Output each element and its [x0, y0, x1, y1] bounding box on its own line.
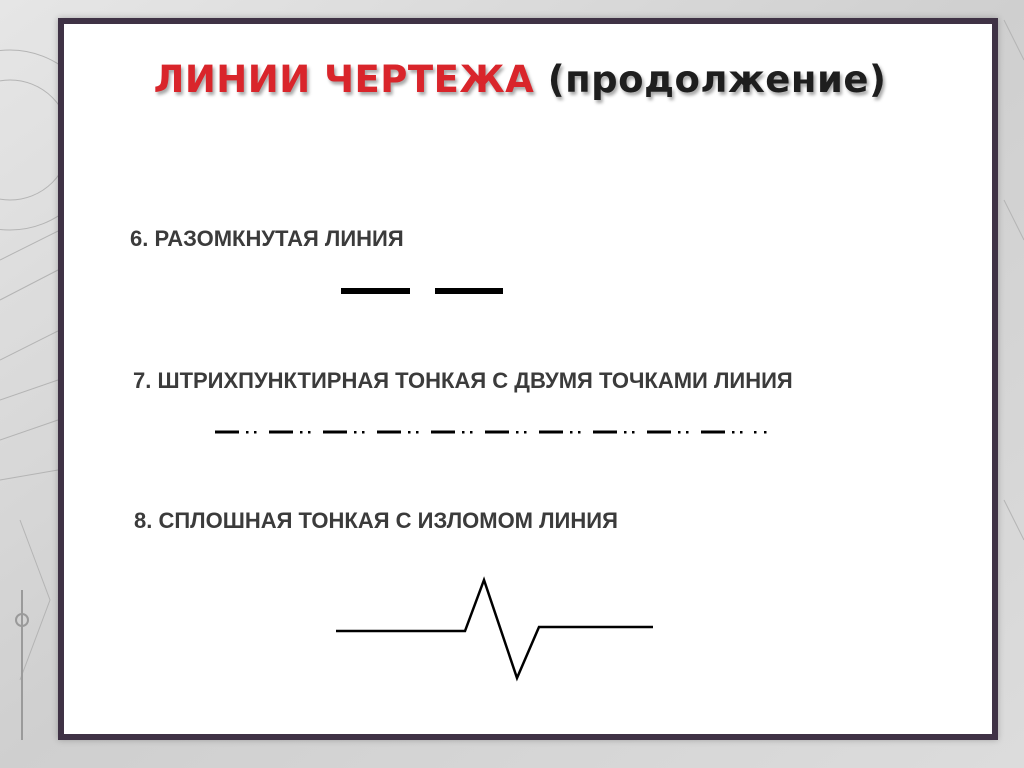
section-label-line-with-break: 8. СПЛОШНАЯ ТОНКАЯ С ИЗЛОМОМ ЛИНИЯ	[134, 508, 618, 533]
slide-title-accent: ЛИНИИ ЧЕРТЕЖА	[153, 58, 535, 101]
section-label-dash-double-dot-line: 7. ШТРИХПУНКТИРНАЯ ТОНКАЯ С ДВУМЯ ТОЧКАМИ ЛИНИЯ	[133, 368, 793, 393]
break-line-path	[336, 580, 653, 678]
section-label-open-line: 6. РАЗОМКНУТАЯ ЛИНИЯ	[130, 226, 404, 251]
slide-title-continuation: (продолжение)	[547, 58, 887, 101]
